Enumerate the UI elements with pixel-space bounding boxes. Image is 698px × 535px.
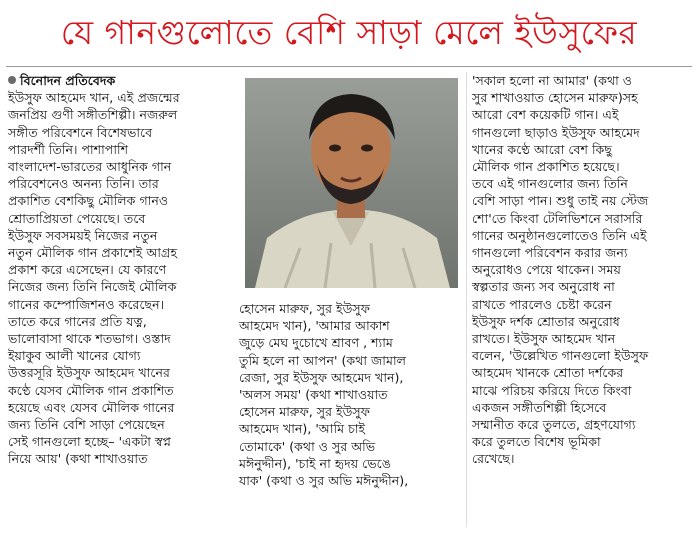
- text-line: 'সকাল হলো না আমার' (কথা ও: [472, 73, 633, 88]
- article-column-2: [239, 300, 463, 489]
- text-line: শ্রোতাপ্রিয়তা পেয়েছে। তবে: [8, 210, 146, 226]
- portrait-image: [245, 78, 458, 288]
- column-1-body: [8, 89, 230, 467]
- text-line: অনুরোধও পেয়ে থাকেন। সময়: [472, 262, 621, 278]
- column-3-body: [472, 72, 694, 468]
- text-line: মাঝে পরিচয় করিয়ে দিতে কিংবা: [472, 382, 632, 398]
- text-line: পারদর্শী তিনি। পাশাপাশি: [8, 141, 129, 157]
- text-line: ইউসুফ আহমেদ খান, এই প্রজন্মের: [8, 90, 180, 106]
- text-line: মঈনুদ্দীন), 'চাই না হৃদয় ভেঙে: [239, 455, 391, 471]
- text-line: উত্তরসূরি ইউসুফ আহমেদ খানের: [8, 365, 170, 381]
- text-line: গানগুলো ছাড়াও ইউসুফ আহমেদ: [472, 124, 640, 140]
- singer-photo: [245, 78, 458, 288]
- text-line: বেশি সাড়া পান। শুধু তাই নয় স্টেজ: [472, 193, 649, 209]
- text-line: নিজের জন্য তিনি নিজেই মৌলিক: [8, 279, 177, 295]
- text-line: জনপ্রিয় গুণী সঙ্গীতশিল্পী। নজরুল: [8, 107, 178, 123]
- text-line: নিয়ে আয়' (কথা শাখাওয়াত: [8, 451, 148, 467]
- text-line: সম্মানীত করে তুলতে, গ্রহণযোগ্য: [472, 417, 636, 433]
- text-line: হোসেন মারুফ, সুর ইউসুফ: [239, 404, 370, 420]
- text-line: আহমেদ খান), 'আমার আকাশ: [239, 318, 390, 334]
- text-line: গানের অনুষ্ঠানগুলোতেও তিনি এই: [472, 227, 647, 243]
- text-line: আরো বেশ কয়েকটি গান। এই: [472, 107, 619, 123]
- text-line: একজন সঙ্গীতশিল্পী হিসেবে: [472, 399, 607, 415]
- text-line: তুমি হলে না আপন' (কথা জামাল: [239, 352, 406, 368]
- text-line: নতুন মৌলিক গান প্রকাশেই আগ্রহ: [8, 245, 178, 261]
- bullet-icon: [8, 76, 16, 84]
- text-line: আহমেদ খান), 'আমি চাই: [239, 421, 366, 437]
- byline-text: বিনোদন প্রতিবেদক: [20, 73, 116, 88]
- text-line: গানের কম্পোজিশনও করেছেন।: [8, 296, 165, 312]
- text-line: পরিবেশনেও অনন্য তিনি। তার: [8, 176, 159, 192]
- text-line: বাংলাদেশ-ভারতের আধুনিক গান: [8, 159, 172, 175]
- text-line: গানগুলো পরিবেশন করার জন্য: [472, 245, 628, 261]
- text-line: জন্য তিনি বেশি সাড়া পেয়েছেন: [8, 417, 165, 433]
- text-line: খানের কণ্ঠে আরো বেশ কিছু: [472, 141, 612, 157]
- column-2-body: [239, 300, 463, 489]
- text-line: রেখেছে।: [472, 451, 515, 467]
- text-line: শো'তে কিংবা টেলিভিশনে সরাসরি: [472, 210, 643, 226]
- text-line: রাখতে পারলেও চেষ্টা করেন: [472, 296, 612, 312]
- byline: [8, 72, 230, 89]
- text-line: ইউসুফ সবসময়ই নিজের নতুন: [8, 227, 158, 243]
- text-line: জুড়ে মেঘ দুচোখে শ্রাবণ , শ্যাম: [239, 335, 393, 351]
- text-line: তাতে করে গানের প্রতি যত্ন,: [8, 313, 147, 329]
- text-line: হোসেন মারুফ, সুর ইউসুফ: [239, 301, 370, 316]
- text-line: বলেন, 'উল্লেখিত গানগুলো ইউসুফ: [472, 348, 649, 364]
- article-column-1: [8, 72, 230, 468]
- article-column-3: [472, 72, 694, 468]
- text-line: মৌলিক গান প্রকাশিত হয়েছে।: [472, 159, 620, 175]
- headline: যে গানগুলোতে বেশি সাড়া মেলে ইউসুফের: [60, 13, 638, 52]
- text-line: স্বল্পতার জন্য সব অনুরোধ না: [472, 279, 615, 295]
- text-line: সুর শাখাওয়াত হোসেন মারুফ)সহ: [472, 90, 638, 106]
- text-line: আহমেদ খানকে শ্রোতা দর্শকের: [472, 365, 624, 381]
- text-line: ইউসুফ দর্শক শ্রোতার অনুরোধ: [472, 313, 620, 329]
- text-line: 'অলস সময়' (কথা শাখাওয়াত: [239, 387, 388, 403]
- text-line: সেই গানগুলো হচ্ছে– 'একটা স্বপ্ন: [8, 434, 171, 450]
- text-line: সঙ্গীত পরিবেশনে বিশেষভাবে: [8, 124, 153, 140]
- text-line: কণ্ঠে যেসব মৌলিক গান প্রকাশিত: [8, 382, 174, 398]
- text-line: হয়েছে এবং যেসব মৌলিক গানের: [8, 399, 175, 415]
- text-line: ভালোবাসা থাকে শতভাগ। ওস্তাদ: [8, 331, 171, 347]
- headline-divider: [6, 66, 692, 67]
- text-line: প্রকাশিত বেশকিছু মৌলিক গানও: [8, 193, 169, 209]
- text-line: রাখতে। ইউসুফ আহমেদ খান: [472, 331, 616, 347]
- text-line: যাক' (কথা ও সুর অভি মঈনুদ্দীন),: [239, 473, 409, 489]
- text-line: করে তুলতে বিশেষ ভূমিকা: [472, 434, 601, 450]
- text-line: ইয়াকুব আলী খানের যোগ্য: [8, 348, 141, 364]
- text-line: তবে এই গানগুলোর জন্য তিনি: [472, 176, 628, 192]
- text-line: প্রকাশ করে এসেছেন। যে কারণে: [8, 262, 167, 278]
- text-line: রেজা, সুর ইউসুফ আহমেদ খান),: [239, 369, 404, 385]
- column-separator: [466, 72, 467, 527]
- text-line: তোমাকে' (কথা ও সুর অভি: [239, 438, 376, 454]
